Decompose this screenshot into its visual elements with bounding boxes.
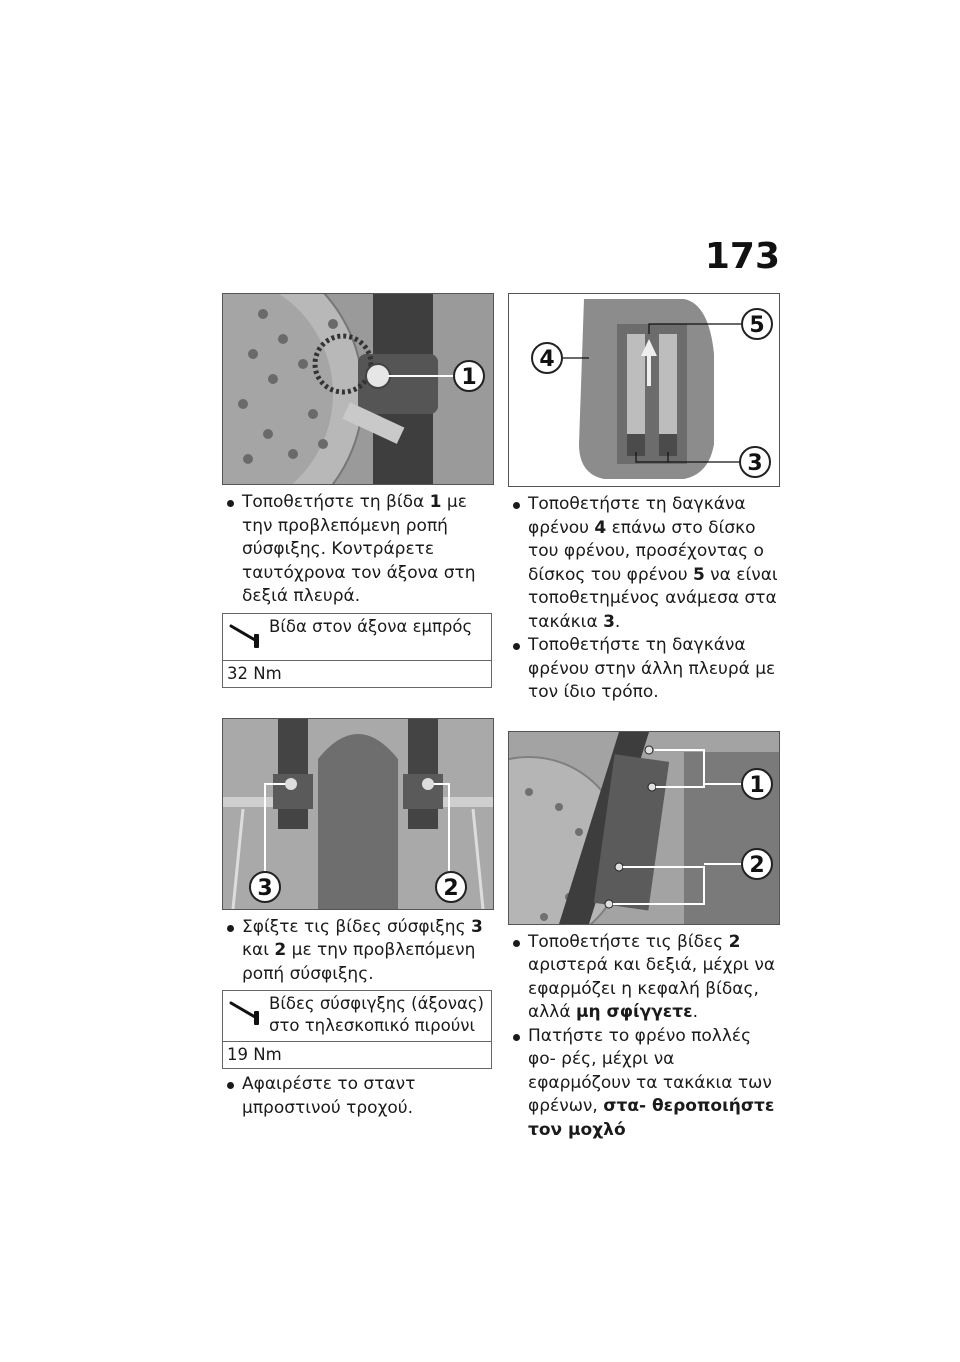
list-item: Αφαιρέστε το σταντ μπροστινού τροχού. bbox=[222, 1073, 494, 1120]
caliper-screws-illustration bbox=[509, 732, 779, 924]
instruction-list-2 bbox=[222, 916, 494, 987]
left-column bbox=[222, 293, 494, 1120]
list-item: Πατήστε το φρένο πολλές φο- ρές, μέχρι να εφαρμόζουν τα τακάκια των φρένων, στα- θεροποιήστε τον μοχλό bbox=[508, 1025, 780, 1143]
spec-label: Βίδες σύσφιγξης (άξονας) στο τηλεσκοπικό πιρούνι bbox=[269, 994, 484, 1035]
callout-4: 4 bbox=[539, 347, 555, 372]
list-item: Τοποθετήστε τη βίδα 1 με την προβλεπόμενη ροπή σύσφιξης. Κοντράρετε ταυτόχρονα τον άξονα στη δεξιά πλευρά. bbox=[222, 491, 494, 609]
spec-value: 32 Nm bbox=[227, 663, 282, 683]
spec-label: Βίδα στον άξονα εμπρός bbox=[269, 616, 473, 636]
list-item: Σφίξτε τις βίδες σύσφιξης 3 και 2 με την προβλεπόμενη ροπή σύσφιξης. bbox=[222, 916, 494, 987]
list-item: Τοποθετήστε τη δαγκάνα φρένου 4 επάνω στο δίσκο του φρένου, προσέχοντας ο δίσκος του φρένου 5 να είναι τοποθετημένος ανάμεσα στα τακάκια 3. bbox=[508, 493, 780, 634]
page-number: 173 bbox=[704, 236, 780, 277]
torque-spec-fork bbox=[222, 990, 492, 1069]
torque-wrench-icon bbox=[229, 620, 263, 650]
instruction-list-1 bbox=[222, 491, 494, 609]
instruction-list-4 bbox=[508, 493, 780, 705]
instruction-list-5 bbox=[508, 931, 780, 1143]
callout-3: 3 bbox=[257, 875, 273, 901]
torque-spec-axle bbox=[222, 613, 492, 688]
list-item: Τοποθετήστε τις βίδες 2 αριστερά και δεξιά, μέχρι να εφαρμόζει η κεφαλή βίδας, αλλά μη σφίγγετε. bbox=[508, 931, 780, 1025]
figure-brake-caliper bbox=[508, 293, 780, 487]
callout-5: 5 bbox=[749, 313, 765, 338]
callout-1: 1 bbox=[749, 772, 765, 798]
callout-3: 3 bbox=[747, 451, 763, 476]
callout-2: 2 bbox=[749, 852, 765, 878]
brake-caliper-illustration bbox=[509, 294, 779, 486]
figure-fork-clamp-screws bbox=[222, 718, 494, 910]
spec-value: 19 Nm bbox=[227, 1045, 282, 1064]
instruction-list-3 bbox=[222, 1073, 494, 1120]
figure-caliper-screws bbox=[508, 731, 780, 925]
callout-1: 1 bbox=[461, 365, 477, 390]
fork-clamp-illustration bbox=[223, 719, 493, 909]
figure-axle-screw bbox=[222, 293, 494, 485]
right-column bbox=[508, 293, 780, 1142]
torque-wrench-icon bbox=[229, 997, 263, 1027]
callout-2: 2 bbox=[443, 875, 459, 901]
list-item: Τοποθετήστε τη δαγκάνα φρένου στην άλλη πλευρά με τον ίδιο τρόπο. bbox=[508, 634, 780, 705]
axle-screw-illustration bbox=[223, 294, 493, 484]
